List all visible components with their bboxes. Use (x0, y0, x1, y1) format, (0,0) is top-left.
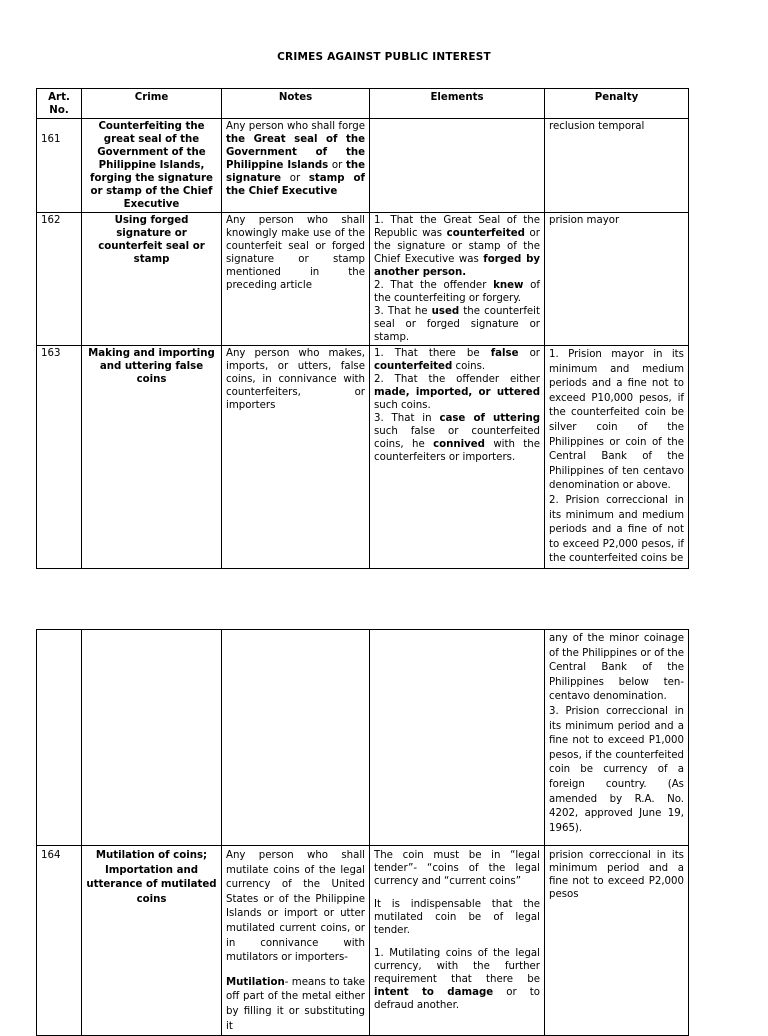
penalty-cell: prision correccional in its minimum period and a fine not to exceed P2,000 pesos (545, 846, 689, 1036)
header-crime: Crime (82, 89, 222, 119)
header-art-no: Art. No. (37, 89, 82, 119)
crime-cell: Using forged signature or counterfeit seal or stamp (82, 213, 222, 346)
crimes-table (36, 88, 689, 569)
crime-cell: Making and importing and uttering false coins (82, 346, 222, 569)
notes-cell: Any person who shall knowingly make use of the counterfeit seal or forged signature or stamp mentioned in the preceding article (222, 213, 370, 346)
table-row (37, 213, 689, 346)
table-header-row (37, 89, 689, 119)
crime-cell: Mutilation of coins; Importation and utterance of mutilated coins (82, 846, 222, 1036)
elements-cell (370, 119, 545, 213)
table-row (37, 346, 689, 569)
penalty-cell: prision mayor (545, 213, 689, 346)
notes-cell: Any person who shall mutilate coins of the legal currency of the United States or of the Philippine Islands or import or utter mutilated current coins, or in connivance with mutilators or importers- Mutilation- means to take off part of the metal either by filling it or substituting it (222, 846, 370, 1036)
crimes-table-continued (36, 629, 689, 1036)
penalty-cell: any of the minor coinage of the Philippines or of the Central Bank of the Philippines below ten-centavo denomination. 3. Prision correccional in its minimum period and a fine not to exceed P1,000 pesos, if the counterfeited coin be currency of a foreign country. (As amended by R.A. No. 4202, approved June 19, 1965). (545, 630, 689, 846)
header-notes: Notes (222, 89, 370, 119)
table-row (37, 630, 689, 846)
table-row (37, 119, 689, 213)
art-number: 163 (37, 346, 82, 569)
header-penalty: Penalty (545, 89, 689, 119)
header-elements: Elements (370, 89, 545, 119)
page-title: CRIMES AGAINST PUBLIC INTEREST (277, 51, 491, 63)
elements-cell: 1. That there be false or counterfeited coins. 2. That the offender either made, imported, or uttered such coins. 3. That in case of uttering such false or counterfeited coins, he connived with the counterfeiters or importers. (370, 346, 545, 569)
penalty-cell: reclusion temporal (545, 119, 689, 213)
notes-cell: Any person who makes, imports, or utters, false coins, in connivance with counterfeiters, or importers (222, 346, 370, 569)
table-row (37, 846, 689, 1036)
art-number: 161 (37, 119, 82, 213)
elements-cell: The coin must be in “legal tender”- “coins of the legal currency and “current coins” It is indispensable that the mutilated coin be of legal tender. 1. Mutilating coins of the legal currency, with the further requirement that there be intent to damage or to defraud another. (370, 846, 545, 1036)
art-number: 162 (37, 213, 82, 346)
notes-cell: Any person who shall forge the Great seal of the Government of the Philippine Islands or the signature or stamp of the Chief Executive (222, 119, 370, 213)
crime-cell: Counterfeiting the great seal of the Government of the Philippine Islands, forging the signature or stamp of the Chief Executive (82, 119, 222, 213)
penalty-cell: 1. Prision mayor in its minimum and medium periods and a fine not to exceed P10,000 pesos, if the counterfeited coin be silver coin of the Philippines or coin of the Central Bank of the Philippines of ten centavo denomination or above. 2. Prision correccional in its minimum and medium periods and a fine of not to exceed P2,000 pesos, if the counterfeited coins be (545, 346, 689, 569)
elements-cell: 1. That the Great Seal of the Republic was counterfeited or the signature or stamp of the Chief Executive was forged by another person. 2. That the offender knew of the counterfeiting or forgery. 3. That he used the counterfeit seal or forged signature or stamp. (370, 213, 545, 346)
art-number: 164 (37, 846, 82, 1036)
